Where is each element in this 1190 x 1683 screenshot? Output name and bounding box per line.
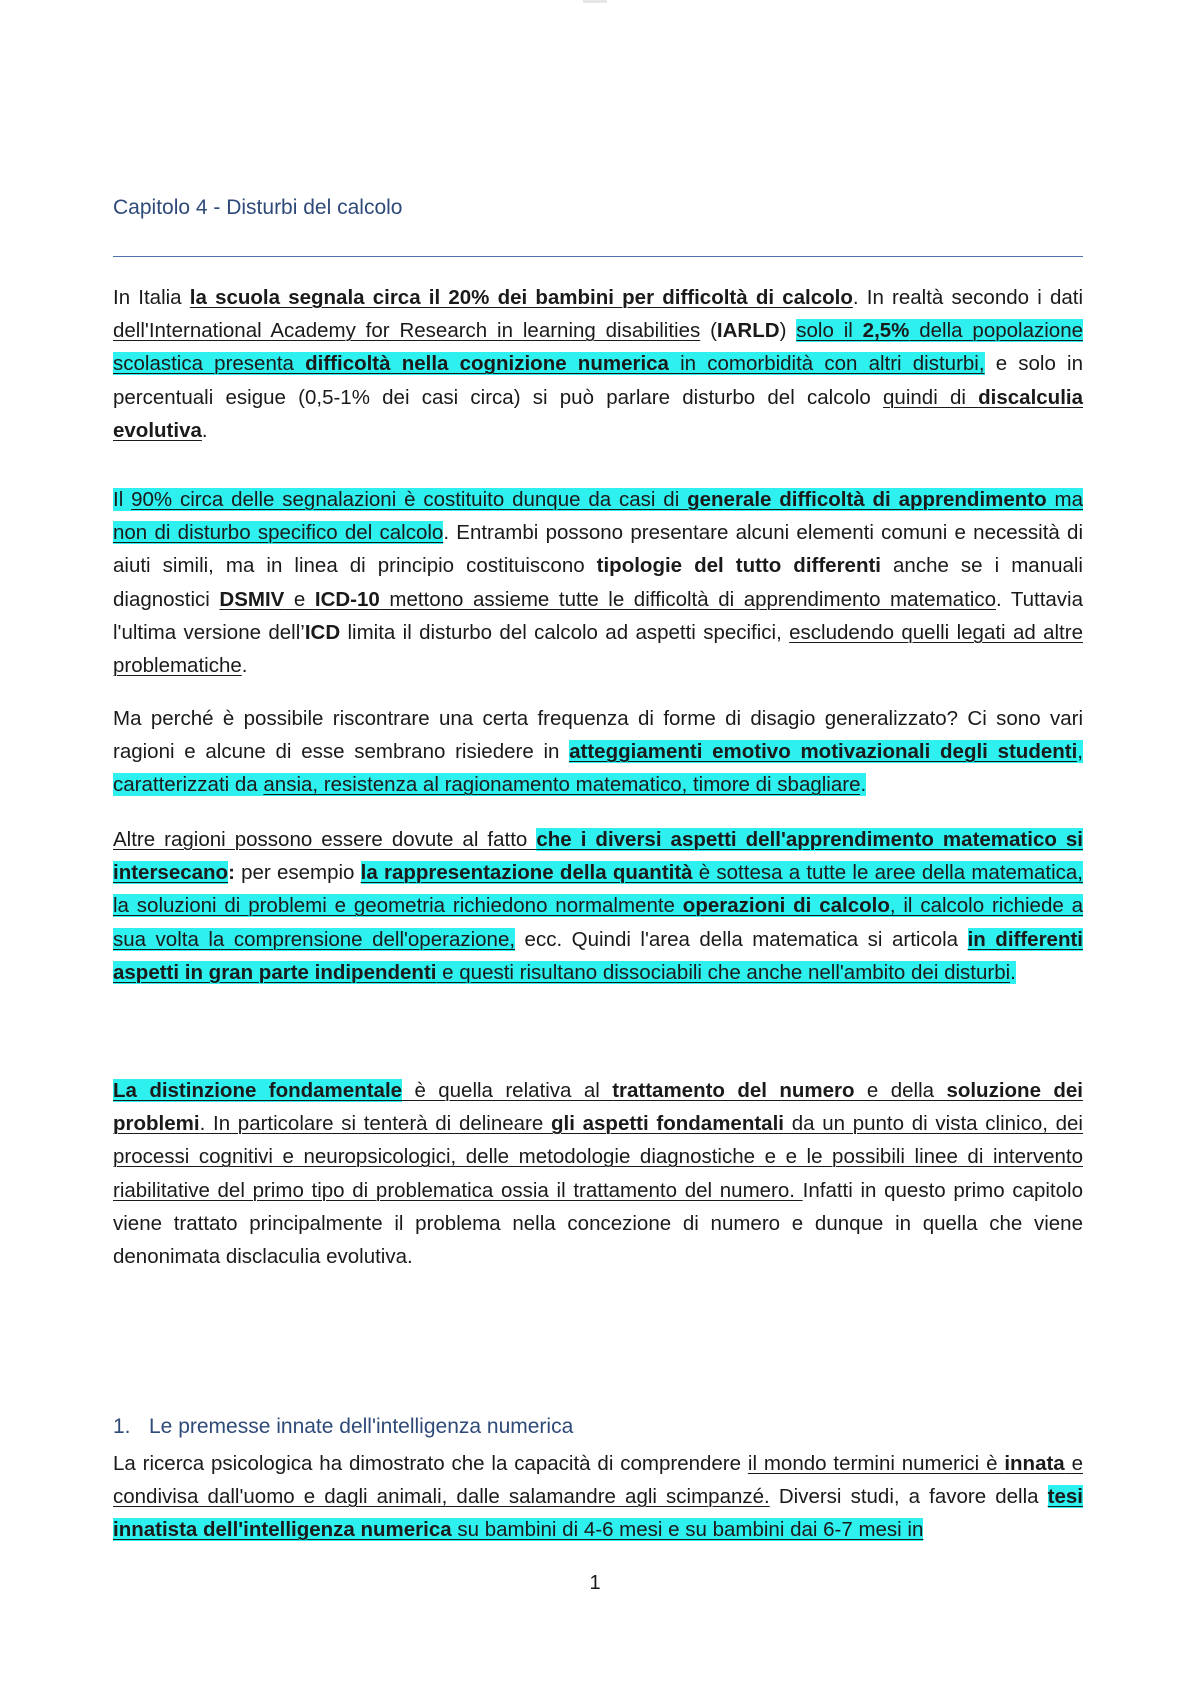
text-span: per esempio <box>234 861 361 885</box>
text-span: è quella relativa al <box>402 1079 613 1102</box>
text-span: DSMIV <box>219 587 285 611</box>
text-span: e <box>284 587 315 611</box>
highlight-span: tesi innatista dell'intelligenza numerica <box>113 1485 1083 1542</box>
paragraph-segnalazioni <box>113 483 1083 682</box>
text-span: ( <box>700 319 717 343</box>
text-span: Ma perché è possibile riscontrare una certa frequenza di forme di disagio generalizzato? Ci sono vari ragioni e alcune di esse sembrano risiedere in <box>113 707 1083 764</box>
text-span: da un punto di vista clinico, dei processi cognitivi e neuropsicologici, delle metodologie diagnostiche e e le possibili linee di intervento riabilitative del primo tipo di problematica ossia il trattamento del numero. <box>113 1112 1083 1202</box>
text-span: In particolare si tenterà di delineare <box>205 1112 551 1136</box>
text-span: ICD <box>304 620 341 644</box>
highlight-span: solo il <box>796 319 863 343</box>
text-span: . Entrambi possono presentare alcuni elementi comuni e necessità di aiuti simili, ma in linea di principio costituiscono <box>113 521 1084 578</box>
text-span: ecc. Quindi l'area della matematica si articola <box>515 927 968 951</box>
text-span: . <box>241 654 248 678</box>
text-span: limita il disturbo del calcolo ad aspetti specifici, <box>340 620 790 644</box>
highlight-span: atteggiamenti emotivo motivazionali degli studenti <box>569 740 1078 764</box>
paragraph-distinzione <box>113 1074 1083 1273</box>
highlight-span: generale difficoltà di apprendimento <box>687 488 1047 511</box>
paragraph-disagio <box>113 702 1083 802</box>
highlight-span: in differenti aspetti in gran parte indipendenti <box>113 927 1083 984</box>
text-span: gli aspetti fondamentali <box>551 1112 784 1136</box>
highlight-span: in comorbidità con altri disturbi, <box>668 352 985 376</box>
text-span: escludendo quelli legati ad altre problematiche <box>113 620 1083 678</box>
text-span: e solo in percentuali esigue (0,5-1% dei casi circa) si può parlare disturbo del calcolo <box>113 352 1083 409</box>
highlight-span: 90% circa delle segnalazioni è costituito dunque da casi di <box>131 488 688 511</box>
text-span: soluzione dei problemi <box>113 1079 1083 1136</box>
text-span: tipologie del tutto differenti <box>596 554 881 578</box>
text-span: dell'International Academy for Research in learning disabilities <box>113 319 701 343</box>
section-title: Le premesse innate dell'intelligenza numerica <box>149 1415 574 1438</box>
text-span: In Italia <box>113 286 190 309</box>
highlight-span: la rappresentazione della quantità <box>360 861 693 885</box>
highlight-span: ansia, resistenza al ragionamento matematico, timore di sbagliare <box>263 773 861 797</box>
text-span: . <box>199 1112 206 1136</box>
text-span: discalculia evolutiva <box>113 385 1083 442</box>
section-number: 1. <box>113 1415 131 1438</box>
text-span: mettono assieme tutte le difficoltà di apprendimento matematico <box>379 587 996 611</box>
text-span: . Tuttavia l'ultima versione dell’ <box>113 587 1084 644</box>
highlight-span: Il <box>113 488 132 511</box>
text-span: trattamento del numero <box>612 1079 855 1102</box>
highlight-span: su bambini di 4-6 mesi e su bambini dai 6-7 mesi in <box>451 1518 924 1542</box>
paragraph-aspetti <box>113 823 1083 989</box>
text-span: ) <box>779 319 797 343</box>
text-span: il mondo termini numerici è <box>747 1452 1005 1475</box>
highlight-span: difficoltà nella cognizione numerica <box>305 352 669 376</box>
text-span: Infatti in questo primo capitolo viene trattato principalmente il problema nella concezione di numero e dunque in quella che viene denonimata disclaculia evolutiva. <box>113 1178 1083 1269</box>
paragraph-intro <box>113 281 1083 447</box>
highlight-span: , caratterizzati da <box>113 740 1083 797</box>
highlight-span: La distinzione fondamentale <box>113 1079 403 1102</box>
text-span: quindi di <box>883 385 979 409</box>
text-span: ICD-10 <box>314 587 380 611</box>
highlight-span: , il calcolo richiede a sua volta la comprensione dell'operazione, <box>113 894 1084 951</box>
text-span: la scuola segnala circa il 20% dei bambini per difficoltà di calcolo <box>189 286 853 309</box>
highlight-span: che i diversi aspetti dell'apprendimento matematico si intersecano <box>113 828 1083 885</box>
text-span: IARLD <box>716 319 780 343</box>
text-span: : <box>228 861 235 885</box>
highlight-span: della popolazione scolastica presenta <box>113 319 1083 376</box>
text-span: anche se i manuali diagnostici <box>113 554 1083 611</box>
highlight-span: . <box>1010 960 1016 984</box>
highlight-span: 2,5% <box>862 319 910 343</box>
highlight-span: è sottesa a tutte le aree della matematica, la soluzioni di problemi e geometria richiedono normalmente <box>113 861 1083 918</box>
text-span: Diversi studi, a favore della <box>769 1485 1048 1509</box>
highlight-span: . <box>860 773 867 797</box>
highlight-span: operazioni di calcolo <box>682 894 890 918</box>
highlight-span: e questi risultano dissociabili che anche nell'ambito dei disturbi <box>436 960 1011 984</box>
section-heading <box>113 1415 573 1439</box>
page-number: 1 <box>589 1572 601 1594</box>
header-mark <box>583 0 607 3</box>
paragraph-ricerca <box>113 1447 1083 1547</box>
text-span: e della <box>854 1079 947 1102</box>
text-span: . <box>201 418 208 442</box>
text-span: La ricerca psicologica ha dimostrato che la capacità di comprendere <box>113 1452 748 1475</box>
text-span: e condivisa dall'uomo e dagli animali, dalle salamandre agli scimpanzé. <box>113 1452 1083 1509</box>
text-span: . In realtà secondo i dati <box>852 286 1084 309</box>
text-span: innata <box>1004 1452 1065 1475</box>
text-span: Altre ragioni possono essere dovute al fatto <box>113 828 537 851</box>
chapter-title: Capitolo 4 - Disturbi del calcolo <box>113 196 403 219</box>
title-divider <box>113 256 1083 257</box>
highlight-span: ma non di disturbo specifico del calcolo <box>113 488 1083 545</box>
